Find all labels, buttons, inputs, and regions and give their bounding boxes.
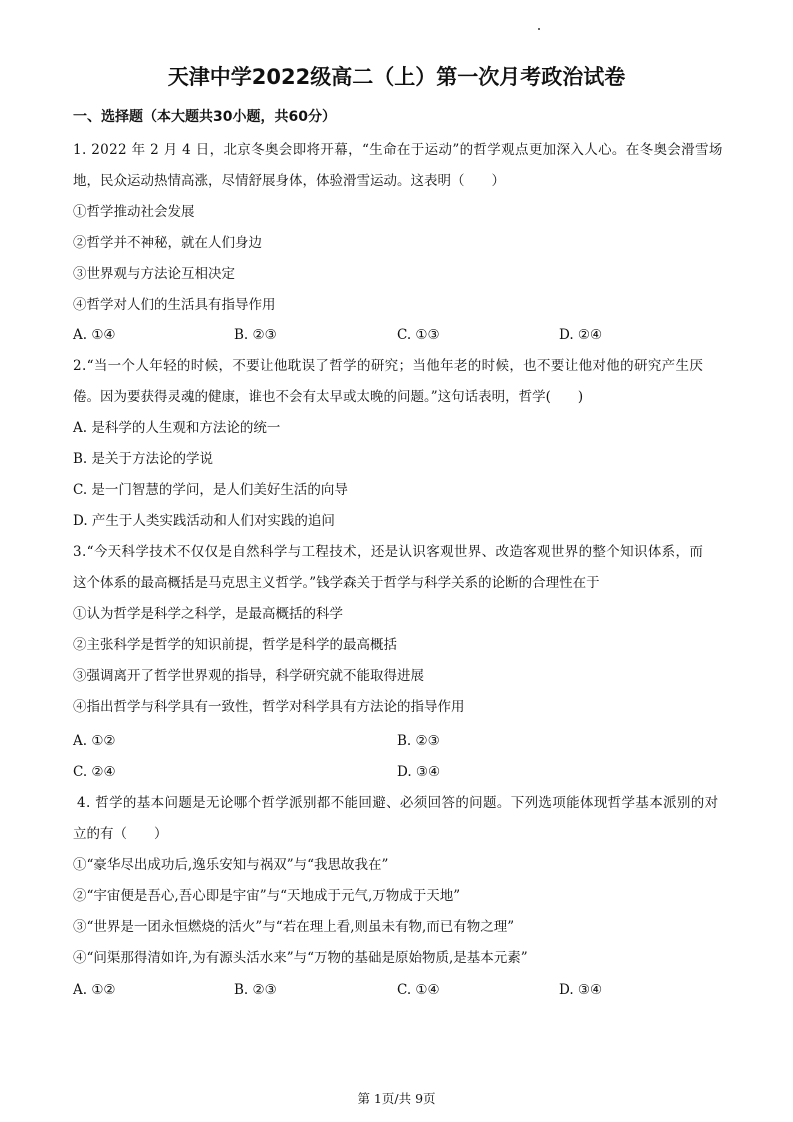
q1-item-3: ③世界观与方法论互相决定 (73, 266, 235, 282)
q3-option-b: B. ②③ (397, 733, 440, 749)
q4-item-4: ④“问渠那得清如许,为有源头活水来”与“万物的基础是原始物质,是基本元素” (73, 950, 528, 966)
q1-stem-line-2: 地，民众运动热情高涨，尽情舒展身体，体验滑雪运动。这表明（ ） (73, 173, 505, 189)
q1-option-d: D. ②④ (559, 327, 603, 343)
q4-option-a: A. ①② (73, 982, 116, 998)
scan-dot (538, 28, 540, 30)
q4-option-c: C. ①④ (397, 982, 440, 998)
q1-option-c: C. ①③ (397, 327, 440, 343)
q1-option-b: B. ②③ (234, 327, 277, 343)
q4-item-1: ①“豪华尽出成功后,逸乐安知与祸双”与“我思故我在” (73, 857, 389, 873)
q1-option-a: A. ①④ (73, 327, 116, 343)
q1-stem-line-1: 1. 2022 年 2 月 4 日，北京冬奥会即将开幕，“生命在于运动”的哲学观点更加深入人心。在冬奥会滑雪场 (73, 142, 723, 158)
q4-option-b: B. ②③ (234, 982, 277, 998)
q4-option-d: D. ③④ (559, 982, 603, 998)
q3-item-3: ③强调离开了哲学世界观的指导，科学研究就不能取得进展 (73, 668, 424, 684)
q3-stem-line-1: 3.“今天科学技术不仅仅是自然科学与工程技术，还是认识客观世界、改造客观世界的整个知识体系，而 (73, 544, 704, 560)
q4-stem-line-2: 立的有（ ） (73, 826, 168, 842)
q2-option-b: B. 是关于方法论的学说 (73, 451, 214, 467)
section-heading: 一、选择题（本大题共30小题，共60分） (73, 109, 336, 125)
q2-stem-line-1: 2.“当一个人年轻的时候，不要让他耽误了哲学的研究；当他年老的时候，也不要让他对他的研究产生厌 (73, 358, 704, 374)
q2-option-a: A. 是科学的人生观和方法论的统一 (73, 420, 281, 436)
q2-option-d: D. 产生于人类实践活动和人们对实践的追问 (73, 513, 335, 529)
q3-item-1: ①认为哲学是科学之科学，是最高概括的科学 (73, 606, 343, 622)
q4-stem-line-1: 4. 哲学的基本问题是无论哪个哲学派别都不能回避、必须回答的问题。下列选项能体现哲学基本派别的对 (77, 795, 719, 811)
page-footer: 第 1页/共 9页 (357, 1091, 436, 1106)
q2-stem-line-2: 倦。因为要获得灵魂的健康，谁也不会有太早或太晚的问题。”这句话表明，哲学( ) (73, 389, 584, 405)
q3-item-2: ②主张科学是哲学的知识前提，哲学是科学的最高概括 (73, 637, 397, 653)
q1-item-2: ②哲学并不神秘，就在人们身边 (73, 235, 262, 251)
q4-item-2: ②“宇宙便是吾心,吾心即是宇宙”与“天地成于元气,万物成于天地” (73, 888, 461, 904)
q3-option-d: D. ③④ (397, 764, 441, 780)
q1-item-4: ④哲学对人们的生活具有指导作用 (73, 297, 276, 313)
q4-item-3: ③“世界是一团永恒燃烧的活火”与“若在理上看,则虽未有物,而已有物之理” (73, 919, 515, 935)
q3-item-4: ④指出哲学与科学具有一致性，哲学对科学具有方法论的指导作用 (73, 699, 465, 715)
q3-option-a: A. ①② (73, 733, 116, 749)
page-title: 天津中学2022级高二（上）第一次月考政治试卷 (167, 65, 626, 89)
q1-item-1: ①哲学推动社会发展 (73, 204, 195, 220)
q3-option-c: C. ②④ (73, 764, 116, 780)
q2-option-c: C. 是一门智慧的学问，是人们美好生活的向导 (73, 482, 348, 498)
q3-stem-line-2: 这个体系的最高概括是马克思主义哲学。”钱学森关于哲学与科学关系的论断的合理性在于 (73, 575, 600, 591)
